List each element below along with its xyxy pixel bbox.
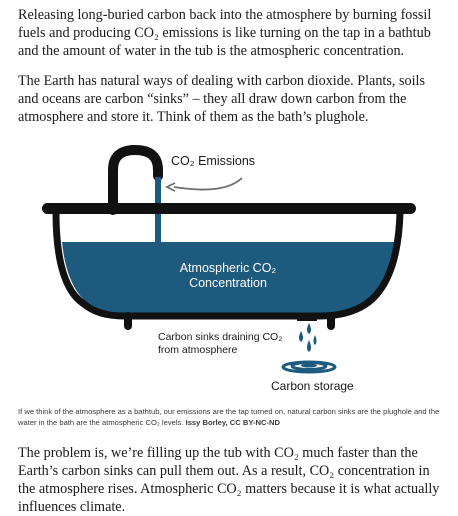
sinks-label-line1: Carbon sinks draining CO₂ [158,331,283,343]
drain-plug [297,314,317,321]
water-drop-icon [299,331,303,342]
concentration-label-line1: Atmospheric CO₂ [179,261,277,275]
paragraph-sinks: The Earth has natural ways of dealing with carbon dioxide. Plants, soils and oceans are carbon “sinks” – they all draw down carbon from the atmosphere and store it. Think of them as the bath’s plughole. [18,73,426,125]
storage-label: Carbon storage [271,379,354,393]
emission-arrow [174,178,242,190]
figure-caption [18,407,448,428]
arrow-head-icon [167,183,175,191]
bathtub-rim [42,203,416,214]
image-credit: Issy Borley, CC BY-NC-ND [185,417,280,427]
emissions-label: CO₂ Emissions [171,154,256,168]
bathtub-illustration [0,140,458,402]
paragraph-problem: The problem is, we’re filling up the tub with CO₂ much faster than the Earth’s carbon sinks can pull them out. As a result, CO₂ concentration in the atmosphere rises. Atmospheric CO₂ matters because it is what actually influences climate. [18,445,440,515]
sinks-label-line2: from atmosphere [158,344,238,356]
water-drop-icon [307,323,311,334]
ripple-icon [283,362,335,372]
concentration-label-line2: Concentration [189,276,267,290]
water-drop-icon [307,340,311,352]
water-drop-icon [314,335,317,345]
bathtub-figure [0,140,458,402]
paragraph-intro: Releasing long-buried carbon back into the atmosphere by burning fossil fuels and producing CO₂ emissions is like turning on the tap in a bathtub and the amount of water in the tub is the atmospheric concentration. [18,7,432,59]
faucet-icon [113,150,158,210]
caption-text: If we think of the atmosphere as a bathtub, our emissions are the tap turned on, natural carbon sinks are the plughole and the water in the bath are the atmospheric CO₂ levels. [18,407,440,427]
